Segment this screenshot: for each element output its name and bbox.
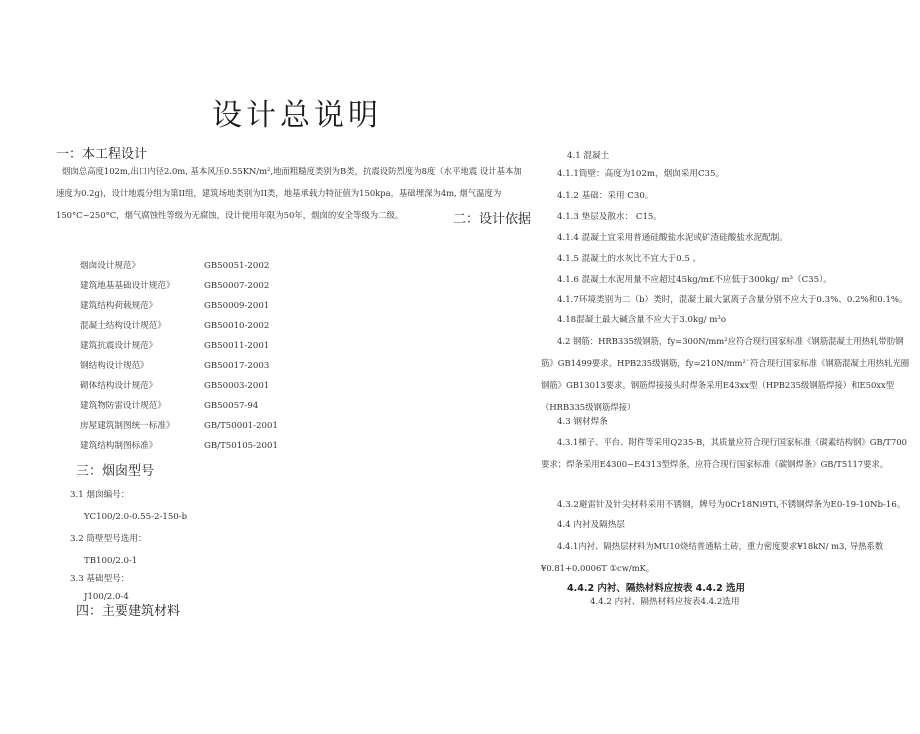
code-row: 混凝土结构设计规范》 GB50010-2002 — [80, 321, 270, 331]
code-row: 钢结构设计规范》 GB50017-2003 — [80, 361, 270, 371]
code-row: 房屋建筑制图统一标准》 GB/T50001-2001 — [80, 421, 278, 431]
right-line: 4.1.6 混凝土水泥用量不应超过45kg/m£不应低于300kg/ m³（C35）。 — [557, 275, 832, 285]
right-line: 4.1.1筒壁：高度为102m，烟囱采用C35。 — [557, 169, 725, 179]
section-4-heading: 四：主要建筑材料 — [76, 604, 181, 619]
steel-text: 4.3.1梯子、平台、附件等采用Q235-B，其质量应符合现行国家标准《碳素结构钢》GB/T700要求；焊条采用E4300~E4313型焊条，应符合现行国家标准《碳钢焊条》GB/T5117要求。 — [541, 437, 908, 469]
sec3-item: TB100/2.0-1 — [84, 556, 138, 566]
code-row: 砌体结构设计规范》 GB50003-2001 — [80, 381, 270, 391]
right-line: 4.1.2 基础：采用 C30。 — [557, 191, 654, 201]
rebar-text: 4.2 钢筋：HRB335级钢筋，fy=300N/mm²应符合现行国家标准《钢筋混凝土用热轧带肋钢筋》GB1499要求。HPB235级钢筋，fy=210N/mm²`符合现行国家标准《钢筋混凝土用热轧光圈钢筋》GB13013要求。钢筋焊接接头时焊条采用E43xx型（HPB235级钢筋焊接）和E50xx型（HRB335级钢筋焊接） — [541, 336, 910, 412]
sec3-item: YC100/2.0-0.55-2-150-b — [84, 512, 188, 522]
sec3-item: J100/2.0-4 — [84, 592, 129, 602]
code-row: 建筑结构制图标准》 GB/T50105-2001 — [80, 441, 278, 451]
code-row: 烟囱设计规范》 GB50051-2002 — [80, 261, 270, 271]
right-line: 4.3.2避雷针及针尖材料采用不锈钢，牌号为0Cr18Ni9Ti,不锈钢焊条为E0-19-10Nb-16。 — [557, 500, 906, 510]
steel-paragraph — [541, 431, 911, 475]
rebar-paragraph — [541, 330, 911, 418]
right-line: 4.1 混凝土 — [567, 151, 610, 161]
code-row: 建筑结构荷载规范》 GB50009-2001 — [80, 301, 270, 311]
section-1-heading: 一：本工程设计 — [56, 147, 148, 162]
section-3-heading: 三：烟囱型号 — [76, 464, 155, 479]
sec3-item: 3.3 基础型号： — [70, 574, 130, 584]
lining-text: 4.4.1内衬、隔热层材料为MU10烧结普通粘土砖，重力密度要求¥18kN/ m3, 导热系数¥0.81+0.0006T ①cw/mK。 — [541, 541, 884, 573]
section-1-text: 烟囱总高度102m,出口内径2.0m, 基本风压0.55KN/m²,地面粗糙度类别为B类，抗震设防烈度为8度（水平地震 设计基本加速度为0.2g)，设计地震分组为第II组，建筑场地类别为II类，地基承载力特征值为150kpa，基础埋深为4m, 烟气温度为150°C~250°C，烟气腐蚀性等级为无腐蚀，设计使用年限为50年，烟囱的安全等级为二级。 — [56, 166, 522, 220]
right-line: 4.3 钢材焊条 — [557, 417, 608, 427]
table-caption-bold: 4.4.2 内衬、隔热材料应按表 4.4.2 选用 — [567, 583, 746, 594]
right-line: 4.4 内衬及隔热层 — [557, 520, 625, 530]
table-caption: 4.4.2 内衬、隔热材料应按表4.4.2选用 — [590, 597, 740, 607]
right-line: 4.1.4 混凝土宜采用普通硅酸盐水泥或矿渣硅酸盐水泥配制。 — [557, 233, 788, 243]
codes-list — [80, 255, 340, 455]
right-line: 4.18混凝土最大碱含量不应大于3.0kg/ m³o — [557, 315, 727, 325]
lining-paragraph — [541, 535, 911, 579]
sec3-item: 3.1 烟囱编号： — [70, 490, 130, 500]
sec3-item: 3.2 筒壁型号选用： — [70, 534, 147, 544]
section-2-heading: 二：设计依据 — [453, 212, 532, 227]
right-line: 4.1.3 垫层及散水： C15。 — [557, 212, 662, 222]
right-line: 4.1.5 混凝土的水灰比不宜大于0.5 。 — [557, 254, 702, 264]
code-row: 建筑地基基础设计规范》 GB50007-2002 — [80, 281, 270, 291]
code-row: 建筑物防雷设计规范》 GB50057-94 — [80, 401, 259, 411]
right-line: 4.1.7环境类别为二（b）类时，混凝土最大氯离子含量分别不应大于0.3%、0.2%和0.1%。 — [557, 295, 908, 305]
code-row: 建筑抗震设计规范》 GB50011-2001 — [80, 341, 270, 351]
page-title: 设计总说明 — [212, 98, 382, 133]
